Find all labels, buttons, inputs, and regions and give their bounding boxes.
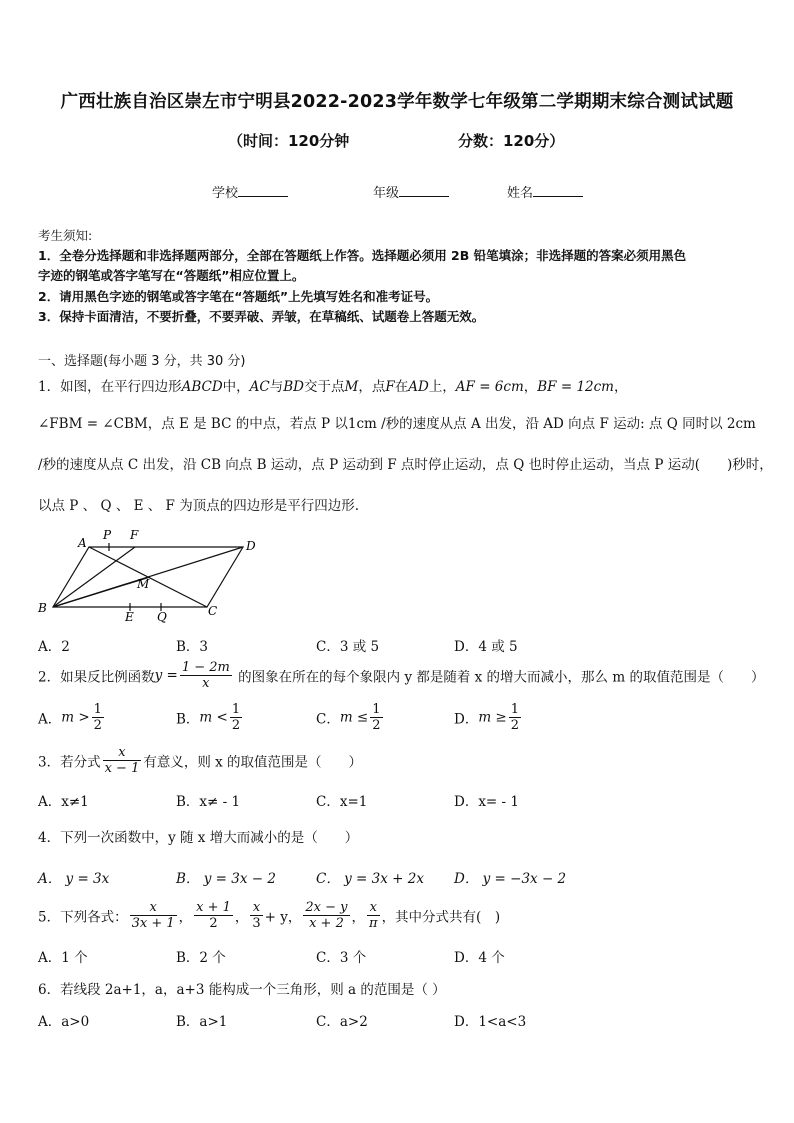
q2-stem: 2．如果反比例函数y = $\frac{1 - 2m}{x}$ 的图象在所在的每个象限内 y 都是随着 x 的增大而减小，那么 m 的取值范围是（ ） bbox=[38, 660, 765, 691]
q1-option-a[interactable]: A．2 bbox=[38, 639, 70, 655]
q6-option-d[interactable]: D．1<a<3 bbox=[454, 1014, 527, 1030]
note-1a: 1．全卷分选择题和非选择题两部分，全部在答题纸上作答。选择题必须用 2B 铅笔填涂；非选择题的答案必须用黑色 bbox=[38, 248, 687, 263]
segment-bm bbox=[53, 577, 150, 607]
q6-option-b[interactable]: B．a>1 bbox=[176, 1014, 228, 1030]
section-heading: 一、选择题(每小题 3 分，共 30 分) bbox=[38, 354, 246, 369]
label-f: F bbox=[130, 528, 139, 542]
school-label: 学校 bbox=[212, 186, 239, 201]
q5-option-d[interactable]: D．4 个 bbox=[454, 950, 505, 966]
label-c: C bbox=[208, 604, 218, 618]
q4-option-d[interactable]: D． y = −3x − 2 bbox=[454, 871, 567, 887]
note-3: 3．保持卡面清洁，不要折叠，不要弄破、弄皱，在草稿纸、试题卷上答题无效。 bbox=[38, 309, 485, 324]
grade-blank bbox=[399, 184, 449, 197]
q6-option-c[interactable]: C．a>2 bbox=[316, 1014, 368, 1030]
name-field bbox=[507, 182, 583, 201]
q3-option-d[interactable]: D．x= - 1 bbox=[454, 794, 519, 810]
q2-option-a[interactable]: A．m > $\frac{1}{2}$ bbox=[38, 702, 102, 733]
q4-stem: 4．下列一次函数中，y 随 x 增大而减小的是（ ） bbox=[38, 830, 359, 846]
q3-stem: 3．若分式 $\frac{x}{x - 1}$ 有意义，则 x 的取值范围是（ ） bbox=[38, 745, 363, 776]
label-m: M bbox=[137, 577, 150, 591]
q4-option-c[interactable]: C． y = 3x + 2x bbox=[316, 871, 424, 887]
exam-score: 分数：120分） bbox=[458, 132, 565, 150]
q4-option-a[interactable]: A． y = 3x bbox=[38, 871, 110, 887]
q5-stem: 5．下列各式： $\frac{x}{3x + 1}$ ， $\frac{x + 1}{2}$ ， $\frac{x}{3}$ + y， $\frac{2x - y}{x + 2}$ ， $\frac{x}{\pi}$ ，其中分式共有( ) bbox=[38, 900, 501, 931]
q1-option-c[interactable]: C．3 或 5 bbox=[316, 639, 380, 655]
q2-option-b[interactable]: B．m < $\frac{1}{2}$ bbox=[176, 702, 241, 733]
q2-option-d[interactable]: D．m ≥ $\frac{1}{2}$ bbox=[454, 702, 520, 733]
q3-option-c[interactable]: C．x=1 bbox=[316, 794, 368, 810]
label-e: E bbox=[125, 610, 134, 624]
label-p: P bbox=[103, 528, 112, 542]
name-blank bbox=[533, 184, 583, 197]
q2-option-c[interactable]: C．m ≤ $\frac{1}{2}$ bbox=[316, 702, 381, 733]
q1-parallelogram-figure bbox=[30, 526, 270, 626]
note-2: 2．请用黑色字迹的钢笔或答字笔在“答题纸”上先填写姓名和准考证号。 bbox=[38, 289, 439, 304]
q1-line4: 以点 P 、 Q 、 E 、 F 为顶点的四边形是平行四边形. bbox=[38, 498, 359, 514]
grade-label: 年级 bbox=[373, 186, 400, 201]
q1-line3: /秒的速度从点 C 出发，沿 CB 向点 B 运动，点 P 运动到 F 点时停止运动，点 Q 也时停止运动，当点 P 运动( )秒时， bbox=[38, 457, 773, 473]
page-title: 广西壮族自治区崇左市宁明县2022-2023学年数学七年级第二学期期末综合测试试题 bbox=[60, 92, 734, 112]
notes-heading: 考生须知: bbox=[38, 228, 93, 243]
q1-option-b[interactable]: B．3 bbox=[176, 639, 209, 655]
note-1b: 字迹的钢笔或答字笔写在“答题纸”相应位置上。 bbox=[38, 268, 305, 283]
q5-option-a[interactable]: A．1 个 bbox=[38, 950, 88, 966]
grade-field bbox=[373, 182, 449, 201]
q3-option-b[interactable]: B．x≠ - 1 bbox=[176, 794, 241, 810]
label-q: Q bbox=[157, 610, 167, 624]
school-field bbox=[212, 182, 288, 201]
q3-option-a[interactable]: A．x≠1 bbox=[38, 794, 89, 810]
q1-option-d[interactable]: D．4 或 5 bbox=[454, 639, 518, 655]
q4-option-b[interactable]: B． y = 3x − 2 bbox=[176, 871, 276, 887]
q5-option-c[interactable]: C．3 个 bbox=[316, 950, 367, 966]
q6-stem: 6．若线段 2a+1，a，a+3 能构成一个三角形，则 a 的范围是（ ） bbox=[38, 982, 446, 998]
q6-option-a[interactable]: A．a>0 bbox=[38, 1014, 90, 1030]
label-d: D bbox=[246, 539, 256, 553]
q5-option-b[interactable]: B．2 个 bbox=[176, 950, 226, 966]
school-blank bbox=[238, 184, 288, 197]
label-a: A bbox=[78, 536, 87, 550]
name-label: 姓名 bbox=[507, 186, 534, 201]
q1-line2: ∠FBM = ∠CBM，点 E 是 BC 的中点，若点 P 以1cm /秒的速度从点 A 出发，沿 AD 向点 F 运动: 点 Q 同时以 2cm bbox=[38, 416, 756, 432]
exam-time: （时间：120分钟 bbox=[228, 132, 350, 150]
segment-bf bbox=[53, 547, 135, 607]
label-b: B bbox=[38, 601, 47, 615]
q1-line1: 1．如图，在平行四边形ABCD中，AC与BD交于点M，点F在AD上，AF = 6cm，BF = 12cm， bbox=[38, 379, 628, 395]
